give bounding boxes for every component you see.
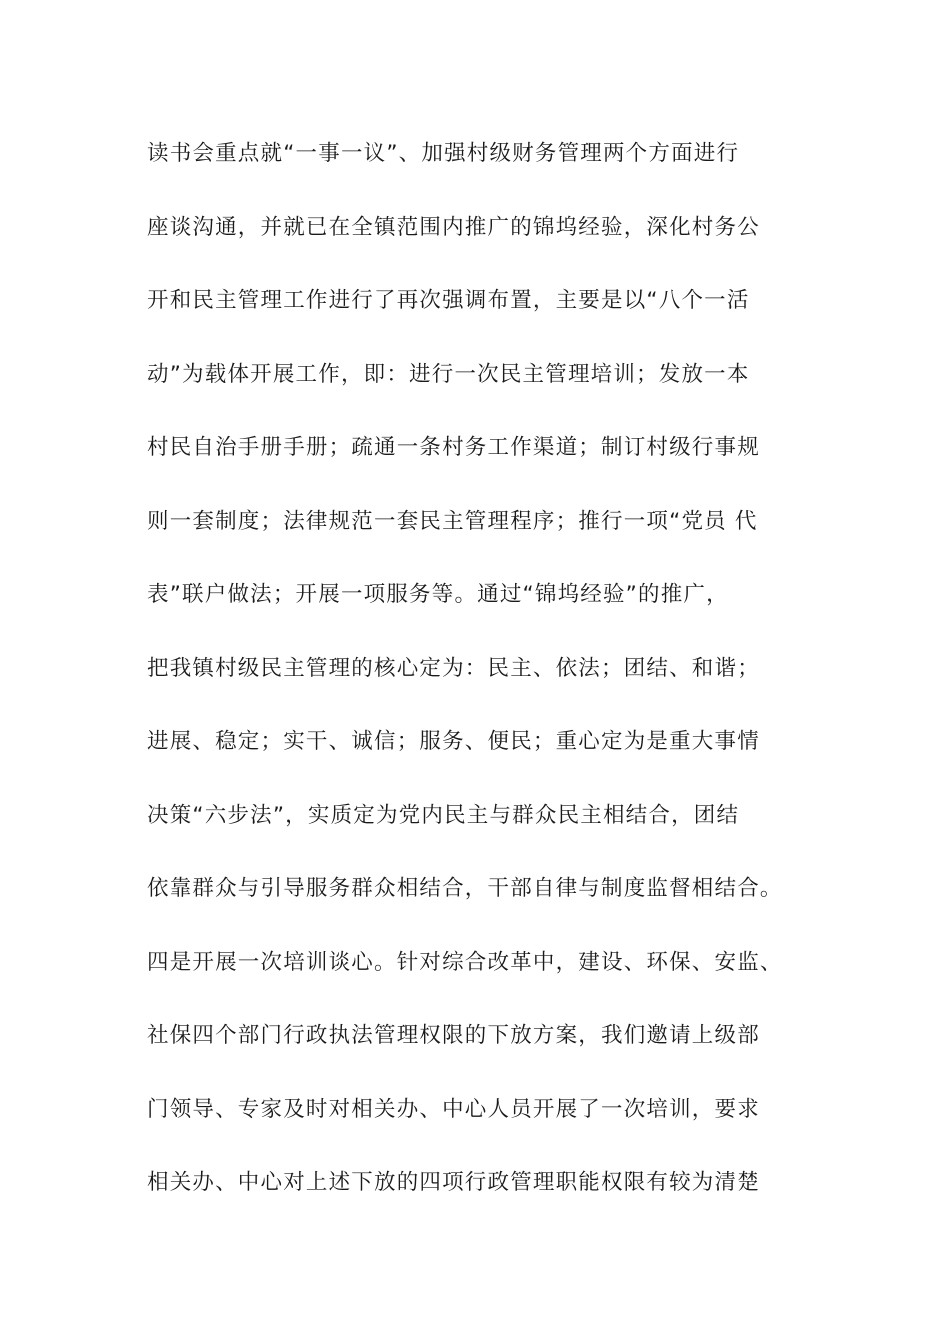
text-line: 村民自治手册手册；疏通一条村务工作渠道；制订村级行事规 <box>147 435 760 460</box>
text-line: 动”为载体开展工作，即：进行一次民主管理培训；发放一本 <box>147 361 750 387</box>
text-line: 决策“六步法”，实质定为党内民主与群众民主相结合，团结 <box>147 802 740 828</box>
text-line: 依靠群众与引导服务群众相结合，干部自律与制度监督相结合。 <box>147 876 783 901</box>
text-line: 读书会重点就“一事一议”、加强村级财务管理两个方面进行 <box>147 141 740 166</box>
text-line: 则一套制度；法律规范一套民主管理程序；推行一项“党员 代 <box>147 508 758 534</box>
text-line: 四是开展一次培训谈心。针对综合改革中，建设、环保、安监、 <box>147 949 783 975</box>
text-line: 把我镇村级民主管理的核心定为：民主、依法；团结、和谐； <box>147 655 760 681</box>
text-line: 座谈沟通，并就已在全镇范围内推广的锦坞经验，深化村务公 <box>147 214 760 240</box>
text-line: 社保四个部门行政执法管理权限的下放方案，我们邀请上级部 <box>147 1023 760 1048</box>
text-line: 进展、稳定；实干、诚信；服务、便民；重心定为是重大事情 <box>147 729 760 754</box>
text-line: 相关办、中心对上述下放的四项行政管理职能权限有较为清楚 <box>147 1170 760 1195</box>
body-text <box>147 130 867 1233</box>
text-line: 表”联户做法；开展一项服务等。通过“锦坞经验”的推广， <box>147 582 729 607</box>
text-line: 开和民主管理工作进行了再次强调布置，主要是以“八个一活 <box>147 288 750 313</box>
text-line: 门领导、专家及时对相关办、中心人员开展了一次培训，要求 <box>147 1096 760 1122</box>
